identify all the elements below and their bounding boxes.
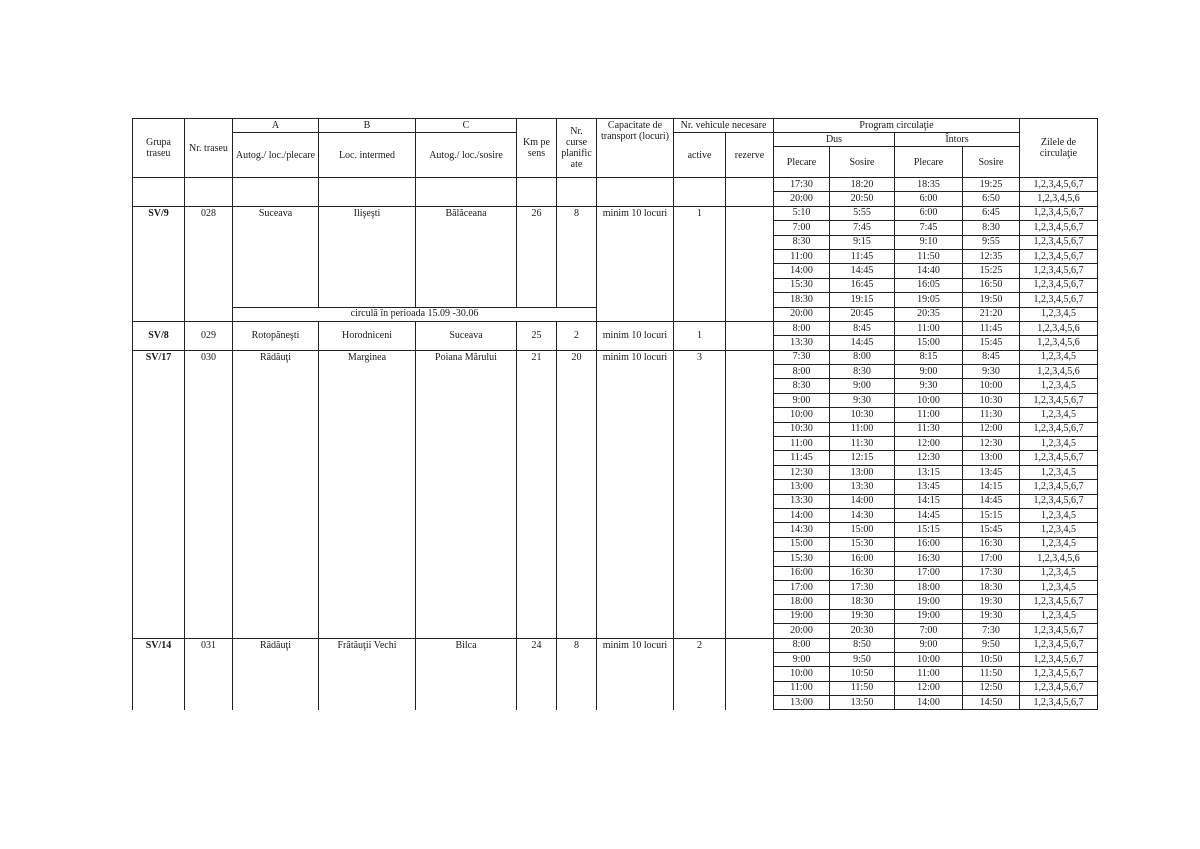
zilele-cell: 1,2,3,4,5,6 <box>1020 552 1098 566</box>
active-vehicles-cell: 1 <box>674 206 726 321</box>
intors-plecare-cell: 16:00 <box>895 537 963 551</box>
header-grupa: Grupa traseu <box>133 119 185 178</box>
schedule-table <box>132 118 1098 710</box>
dus-sosire-cell: 13:30 <box>830 480 895 494</box>
header-autog-plecare: Autog./ loc./plecare <box>233 133 319 178</box>
intors-plecare-cell: 9:10 <box>895 235 963 249</box>
intors-plecare-cell: 14:00 <box>895 696 963 710</box>
dus-sosire-cell: 11:00 <box>830 422 895 436</box>
dus-plecare-cell: 13:00 <box>774 480 830 494</box>
intors-plecare-cell: 11:00 <box>895 667 963 681</box>
intors-sosire-cell: 19:30 <box>963 609 1020 623</box>
header-nr-curse: Nr. curse planific ate <box>557 119 597 178</box>
intors-plecare-cell: 9:30 <box>895 379 963 393</box>
intors-sosire-cell: 15:25 <box>963 264 1020 278</box>
table-row <box>133 178 1098 192</box>
dus-plecare-cell: 15:30 <box>774 278 830 292</box>
reserve-vehicles-cell <box>726 206 774 321</box>
dus-plecare-cell: 20:00 <box>774 192 830 206</box>
reserve-vehicles-cell <box>726 350 774 638</box>
zilele-cell: 1,2,3,4,5 <box>1020 437 1098 451</box>
intors-sosire-cell: 14:15 <box>963 480 1020 494</box>
dus-plecare-cell: 18:00 <box>774 595 830 609</box>
intors-sosire-cell: 11:50 <box>963 667 1020 681</box>
dus-sosire-cell: 18:30 <box>830 595 895 609</box>
dus-sosire-cell: 7:45 <box>830 221 895 235</box>
dus-plecare-cell: 11:45 <box>774 451 830 465</box>
dus-sosire-cell: 8:00 <box>830 350 895 364</box>
empty-cell <box>597 178 674 207</box>
intors-plecare-cell: 14:15 <box>895 494 963 508</box>
intermediate-cell: Frătăuţii Vechi <box>319 638 416 710</box>
dus-plecare-cell: 11:00 <box>774 437 830 451</box>
intors-plecare-cell: 12:30 <box>895 451 963 465</box>
dus-sosire-cell: 11:50 <box>830 681 895 695</box>
dus-plecare-cell: 15:30 <box>774 552 830 566</box>
dus-plecare-cell: 8:30 <box>774 379 830 393</box>
header-zilele: Zilele de circulaţie <box>1020 119 1098 178</box>
route-group-cell: SV/17 <box>133 350 185 638</box>
empty-cell <box>557 178 597 207</box>
dus-sosire-cell: 13:50 <box>830 696 895 710</box>
header-nr-traseu: Nr. traseu <box>185 119 233 178</box>
empty-cell <box>233 178 319 207</box>
intors-plecare-cell: 18:35 <box>895 178 963 192</box>
header-rezerve: rezerve <box>726 133 774 178</box>
intors-sosire-cell: 6:45 <box>963 206 1020 220</box>
zilele-cell: 1,2,3,4,5,6,7 <box>1020 206 1098 220</box>
intors-plecare-cell: 19:00 <box>895 609 963 623</box>
header-dus-sosire: Sosire <box>830 147 895 178</box>
zilele-cell: 1,2,3,4,5 <box>1020 537 1098 551</box>
trips-cell: 8 <box>557 638 597 710</box>
dus-sosire-cell: 10:50 <box>830 667 895 681</box>
intors-sosire-cell: 6:50 <box>963 192 1020 206</box>
header-col-b: B <box>319 119 416 133</box>
zilele-cell: 1,2,3,4,5 <box>1020 350 1098 364</box>
dus-plecare-cell: 13:30 <box>774 494 830 508</box>
intors-plecare-cell: 18:00 <box>895 580 963 594</box>
zilele-cell: 1,2,3,4,5 <box>1020 379 1098 393</box>
trips-cell: 20 <box>557 350 597 638</box>
intors-plecare-cell: 17:00 <box>895 566 963 580</box>
dus-sosire-cell: 19:30 <box>830 609 895 623</box>
zilele-cell: 1,2,3,4,5,6,7 <box>1020 696 1098 710</box>
dus-sosire-cell: 15:00 <box>830 523 895 537</box>
dus-plecare-cell: 10:00 <box>774 408 830 422</box>
zilele-cell: 1,2,3,4,5,6,7 <box>1020 422 1098 436</box>
intors-sosire-cell: 16:50 <box>963 278 1020 292</box>
destination-cell: Suceava <box>416 321 517 350</box>
intors-sosire-cell: 12:00 <box>963 422 1020 436</box>
zilele-cell: 1,2,3,4,5,6,7 <box>1020 278 1098 292</box>
header-active: active <box>674 133 726 178</box>
dus-plecare-cell: 17:00 <box>774 580 830 594</box>
dus-plecare-cell: 11:00 <box>774 249 830 263</box>
intors-plecare-cell: 12:00 <box>895 681 963 695</box>
empty-cell <box>185 178 233 207</box>
origin-cell: Rădăuţi <box>233 638 319 710</box>
zilele-cell: 1,2,3,4,5 <box>1020 408 1098 422</box>
intors-plecare-cell: 6:00 <box>895 192 963 206</box>
header-dus-plecare: Plecare <box>774 147 830 178</box>
intors-sosire-cell: 10:50 <box>963 652 1020 666</box>
intors-sosire-cell: 17:00 <box>963 552 1020 566</box>
intors-plecare-cell: 15:00 <box>895 336 963 350</box>
zilele-cell: 1,2,3,4,5,6,7 <box>1020 652 1098 666</box>
reserve-vehicles-cell <box>726 638 774 710</box>
intors-sosire-cell: 15:15 <box>963 508 1020 522</box>
zilele-cell: 1,2,3,4,5 <box>1020 580 1098 594</box>
dus-plecare-cell: 7:30 <box>774 350 830 364</box>
intors-plecare-cell: 7:00 <box>895 624 963 638</box>
empty-cell <box>319 178 416 207</box>
intors-plecare-cell: 14:40 <box>895 264 963 278</box>
dus-sosire-cell: 20:30 <box>830 624 895 638</box>
dus-plecare-cell: 8:00 <box>774 365 830 379</box>
dus-plecare-cell: 17:30 <box>774 178 830 192</box>
zilele-cell: 1,2,3,4,5 <box>1020 508 1098 522</box>
zilele-cell: 1,2,3,4,5,6,7 <box>1020 235 1098 249</box>
zilele-cell: 1,2,3,4,5,6,7 <box>1020 494 1098 508</box>
route-number-cell: 031 <box>185 638 233 710</box>
intors-plecare-cell: 6:00 <box>895 206 963 220</box>
zilele-cell: 1,2,3,4,5 <box>1020 566 1098 580</box>
dus-sosire-cell: 17:30 <box>830 580 895 594</box>
zilele-cell: 1,2,3,4,5,6,7 <box>1020 264 1098 278</box>
table-row <box>133 206 1098 220</box>
zilele-cell: 1,2,3,4,5,6,7 <box>1020 624 1098 638</box>
intors-sosire-cell: 18:30 <box>963 580 1020 594</box>
zilele-cell: 1,2,3,4,5,6,7 <box>1020 595 1098 609</box>
km-cell: 26 <box>517 206 557 307</box>
header-intors-sosire: Sosire <box>963 147 1020 178</box>
zilele-cell: 1,2,3,4,5,6 <box>1020 192 1098 206</box>
dus-sosire-cell: 9:00 <box>830 379 895 393</box>
dus-sosire-cell: 20:45 <box>830 307 895 321</box>
dus-plecare-cell: 9:00 <box>774 652 830 666</box>
zilele-cell: 1,2,3,4,5,6,7 <box>1020 393 1098 407</box>
dus-plecare-cell: 20:00 <box>774 624 830 638</box>
route-group-cell: SV/8 <box>133 321 185 350</box>
dus-sosire-cell: 11:30 <box>830 437 895 451</box>
active-vehicles-cell: 3 <box>674 350 726 638</box>
zilele-cell: 1,2,3,4,5 <box>1020 609 1098 623</box>
dus-sosire-cell: 14:30 <box>830 508 895 522</box>
zilele-cell: 1,2,3,4,5,6 <box>1020 321 1098 335</box>
dus-sosire-cell: 14:45 <box>830 264 895 278</box>
dus-sosire-cell: 19:15 <box>830 293 895 307</box>
intors-sosire-cell: 19:30 <box>963 595 1020 609</box>
intors-plecare-cell: 20:35 <box>895 307 963 321</box>
origin-cell: Rădăuţi <box>233 350 319 638</box>
intors-plecare-cell: 19:00 <box>895 595 963 609</box>
header-capacitate: Capacitate de transport (locuri) <box>597 119 674 178</box>
trips-cell: 2 <box>557 321 597 350</box>
route-number-cell: 028 <box>185 206 233 321</box>
intors-sosire-cell: 7:30 <box>963 624 1020 638</box>
intors-plecare-cell: 15:15 <box>895 523 963 537</box>
schedule-sheet <box>132 118 1098 710</box>
destination-cell: Poiana Mărului <box>416 350 517 638</box>
zilele-cell: 1,2,3,4,5,6,7 <box>1020 667 1098 681</box>
intors-sosire-cell: 10:00 <box>963 379 1020 393</box>
origin-cell: Suceava <box>233 206 319 307</box>
dus-sosire-cell: 8:45 <box>830 321 895 335</box>
dus-plecare-cell: 7:00 <box>774 221 830 235</box>
intors-plecare-cell: 16:30 <box>895 552 963 566</box>
table-row <box>133 321 1098 335</box>
dus-plecare-cell: 15:00 <box>774 537 830 551</box>
header-dus: Dus <box>774 133 895 147</box>
capacity-cell: minim 10 locuri <box>597 350 674 638</box>
period-note: circulă în perioada 15.09 -30.06 <box>233 307 597 321</box>
intors-plecare-cell: 8:15 <box>895 350 963 364</box>
dus-sosire-cell: 16:45 <box>830 278 895 292</box>
dus-sosire-cell: 15:30 <box>830 537 895 551</box>
intors-plecare-cell: 13:45 <box>895 480 963 494</box>
zilele-cell: 1,2,3,4,5,6 <box>1020 365 1098 379</box>
intors-sosire-cell: 14:45 <box>963 494 1020 508</box>
intermediate-cell: Marginea <box>319 350 416 638</box>
intors-plecare-cell: 11:00 <box>895 321 963 335</box>
zilele-cell: 1,2,3,4,5,6,7 <box>1020 681 1098 695</box>
empty-cell <box>674 178 726 207</box>
dus-plecare-cell: 10:00 <box>774 667 830 681</box>
intors-sosire-cell: 9:30 <box>963 365 1020 379</box>
zilele-cell: 1,2,3,4,5,6,7 <box>1020 249 1098 263</box>
dus-sosire-cell: 8:50 <box>830 638 895 652</box>
dus-sosire-cell: 18:20 <box>830 178 895 192</box>
intors-plecare-cell: 13:15 <box>895 465 963 479</box>
intors-sosire-cell: 13:45 <box>963 465 1020 479</box>
dus-plecare-cell: 9:00 <box>774 393 830 407</box>
header-intors: Întors <box>895 133 1020 147</box>
intors-sosire-cell: 13:00 <box>963 451 1020 465</box>
intors-sosire-cell: 11:30 <box>963 408 1020 422</box>
header-program: Program circulaţie <box>774 119 1020 133</box>
header-col-c: C <box>416 119 517 133</box>
km-cell: 25 <box>517 321 557 350</box>
intors-sosire-cell: 11:45 <box>963 321 1020 335</box>
intors-sosire-cell: 12:30 <box>963 437 1020 451</box>
intors-sosire-cell: 8:45 <box>963 350 1020 364</box>
intors-plecare-cell: 12:00 <box>895 437 963 451</box>
dus-sosire-cell: 13:00 <box>830 465 895 479</box>
dus-plecare-cell: 8:00 <box>774 638 830 652</box>
dus-plecare-cell: 13:30 <box>774 336 830 350</box>
dus-plecare-cell: 12:30 <box>774 465 830 479</box>
active-vehicles-cell: 1 <box>674 321 726 350</box>
dus-plecare-cell: 13:00 <box>774 696 830 710</box>
zilele-cell: 1,2,3,4,5 <box>1020 307 1098 321</box>
header-autog-sosire: Autog./ loc./sosire <box>416 133 517 178</box>
zilele-cell: 1,2,3,4,5 <box>1020 523 1098 537</box>
intors-plecare-cell: 10:00 <box>895 652 963 666</box>
capacity-cell: minim 10 locuri <box>597 321 674 350</box>
dus-sosire-cell: 14:45 <box>830 336 895 350</box>
dus-sosire-cell: 12:15 <box>830 451 895 465</box>
header-col-a: A <box>233 119 319 133</box>
dus-plecare-cell: 8:00 <box>774 321 830 335</box>
intors-sosire-cell: 9:50 <box>963 638 1020 652</box>
route-group-cell: SV/14 <box>133 638 185 710</box>
dus-plecare-cell: 11:00 <box>774 681 830 695</box>
route-group-cell: SV/9 <box>133 206 185 321</box>
intors-sosire-cell: 19:25 <box>963 178 1020 192</box>
intors-plecare-cell: 10:00 <box>895 393 963 407</box>
dus-plecare-cell: 14:00 <box>774 264 830 278</box>
dus-sosire-cell: 8:30 <box>830 365 895 379</box>
intors-sosire-cell: 21:20 <box>963 307 1020 321</box>
zilele-cell: 1,2,3,4,5,6,7 <box>1020 480 1098 494</box>
intermediate-cell: Horodniceni <box>319 321 416 350</box>
intors-sosire-cell: 15:45 <box>963 336 1020 350</box>
zilele-cell: 1,2,3,4,5,6 <box>1020 336 1098 350</box>
active-vehicles-cell: 2 <box>674 638 726 710</box>
intors-plecare-cell: 11:30 <box>895 422 963 436</box>
empty-cell <box>133 178 185 207</box>
intors-plecare-cell: 14:45 <box>895 508 963 522</box>
trips-cell: 8 <box>557 206 597 307</box>
route-number-cell: 029 <box>185 321 233 350</box>
intors-sosire-cell: 10:30 <box>963 393 1020 407</box>
intors-plecare-cell: 16:05 <box>895 278 963 292</box>
intors-sosire-cell: 9:55 <box>963 235 1020 249</box>
destination-cell: Bălăceana <box>416 206 517 307</box>
capacity-cell: minim 10 locuri <box>597 206 674 321</box>
zilele-cell: 1,2,3,4,5 <box>1020 465 1098 479</box>
dus-sosire-cell: 9:50 <box>830 652 895 666</box>
zilele-cell: 1,2,3,4,5,6,7 <box>1020 293 1098 307</box>
intors-sosire-cell: 17:30 <box>963 566 1020 580</box>
km-cell: 21 <box>517 350 557 638</box>
header-vehicule: Nr. vehicule necesare <box>674 119 774 133</box>
dus-sosire-cell: 20:50 <box>830 192 895 206</box>
zilele-cell: 1,2,3,4,5,6,7 <box>1020 221 1098 235</box>
dus-plecare-cell: 16:00 <box>774 566 830 580</box>
dus-plecare-cell: 5:10 <box>774 206 830 220</box>
intors-sosire-cell: 14:50 <box>963 696 1020 710</box>
dus-sosire-cell: 5:55 <box>830 206 895 220</box>
empty-cell <box>517 178 557 207</box>
intors-plecare-cell: 9:00 <box>895 365 963 379</box>
origin-cell: Rotopăneşti <box>233 321 319 350</box>
dus-plecare-cell: 20:00 <box>774 307 830 321</box>
capacity-cell: minim 10 locuri <box>597 638 674 710</box>
destination-cell: Bilca <box>416 638 517 710</box>
intors-sosire-cell: 15:45 <box>963 523 1020 537</box>
dus-plecare-cell: 18:30 <box>774 293 830 307</box>
schedule-body <box>133 119 1098 710</box>
empty-cell <box>726 178 774 207</box>
km-cell: 24 <box>517 638 557 710</box>
intors-plecare-cell: 7:45 <box>895 221 963 235</box>
header-intors-plecare: Plecare <box>895 147 963 178</box>
dus-sosire-cell: 9:30 <box>830 393 895 407</box>
intors-plecare-cell: 11:50 <box>895 249 963 263</box>
dus-sosire-cell: 14:00 <box>830 494 895 508</box>
intors-sosire-cell: 19:50 <box>963 293 1020 307</box>
route-number-cell: 030 <box>185 350 233 638</box>
header-km: Km pe sens <box>517 119 557 178</box>
dus-plecare-cell: 19:00 <box>774 609 830 623</box>
intors-plecare-cell: 9:00 <box>895 638 963 652</box>
zilele-cell: 1,2,3,4,5,6,7 <box>1020 178 1098 192</box>
intors-plecare-cell: 11:00 <box>895 408 963 422</box>
dus-sosire-cell: 16:00 <box>830 552 895 566</box>
dus-sosire-cell: 11:45 <box>830 249 895 263</box>
table-row <box>133 638 1098 652</box>
intors-sosire-cell: 8:30 <box>963 221 1020 235</box>
reserve-vehicles-cell <box>726 321 774 350</box>
dus-plecare-cell: 14:30 <box>774 523 830 537</box>
intors-sosire-cell: 12:50 <box>963 681 1020 695</box>
zilele-cell: 1,2,3,4,5,6,7 <box>1020 451 1098 465</box>
header-loc-intermed: Loc. intermed <box>319 133 416 178</box>
intors-sosire-cell: 16:30 <box>963 537 1020 551</box>
dus-sosire-cell: 16:30 <box>830 566 895 580</box>
table-row <box>133 350 1098 364</box>
intors-sosire-cell: 12:35 <box>963 249 1020 263</box>
intors-plecare-cell: 19:05 <box>895 293 963 307</box>
dus-sosire-cell: 10:30 <box>830 408 895 422</box>
dus-plecare-cell: 8:30 <box>774 235 830 249</box>
dus-plecare-cell: 10:30 <box>774 422 830 436</box>
dus-sosire-cell: 9:15 <box>830 235 895 249</box>
intermediate-cell: Ilişeşti <box>319 206 416 307</box>
empty-cell <box>416 178 517 207</box>
zilele-cell: 1,2,3,4,5,6,7 <box>1020 638 1098 652</box>
dus-plecare-cell: 14:00 <box>774 508 830 522</box>
